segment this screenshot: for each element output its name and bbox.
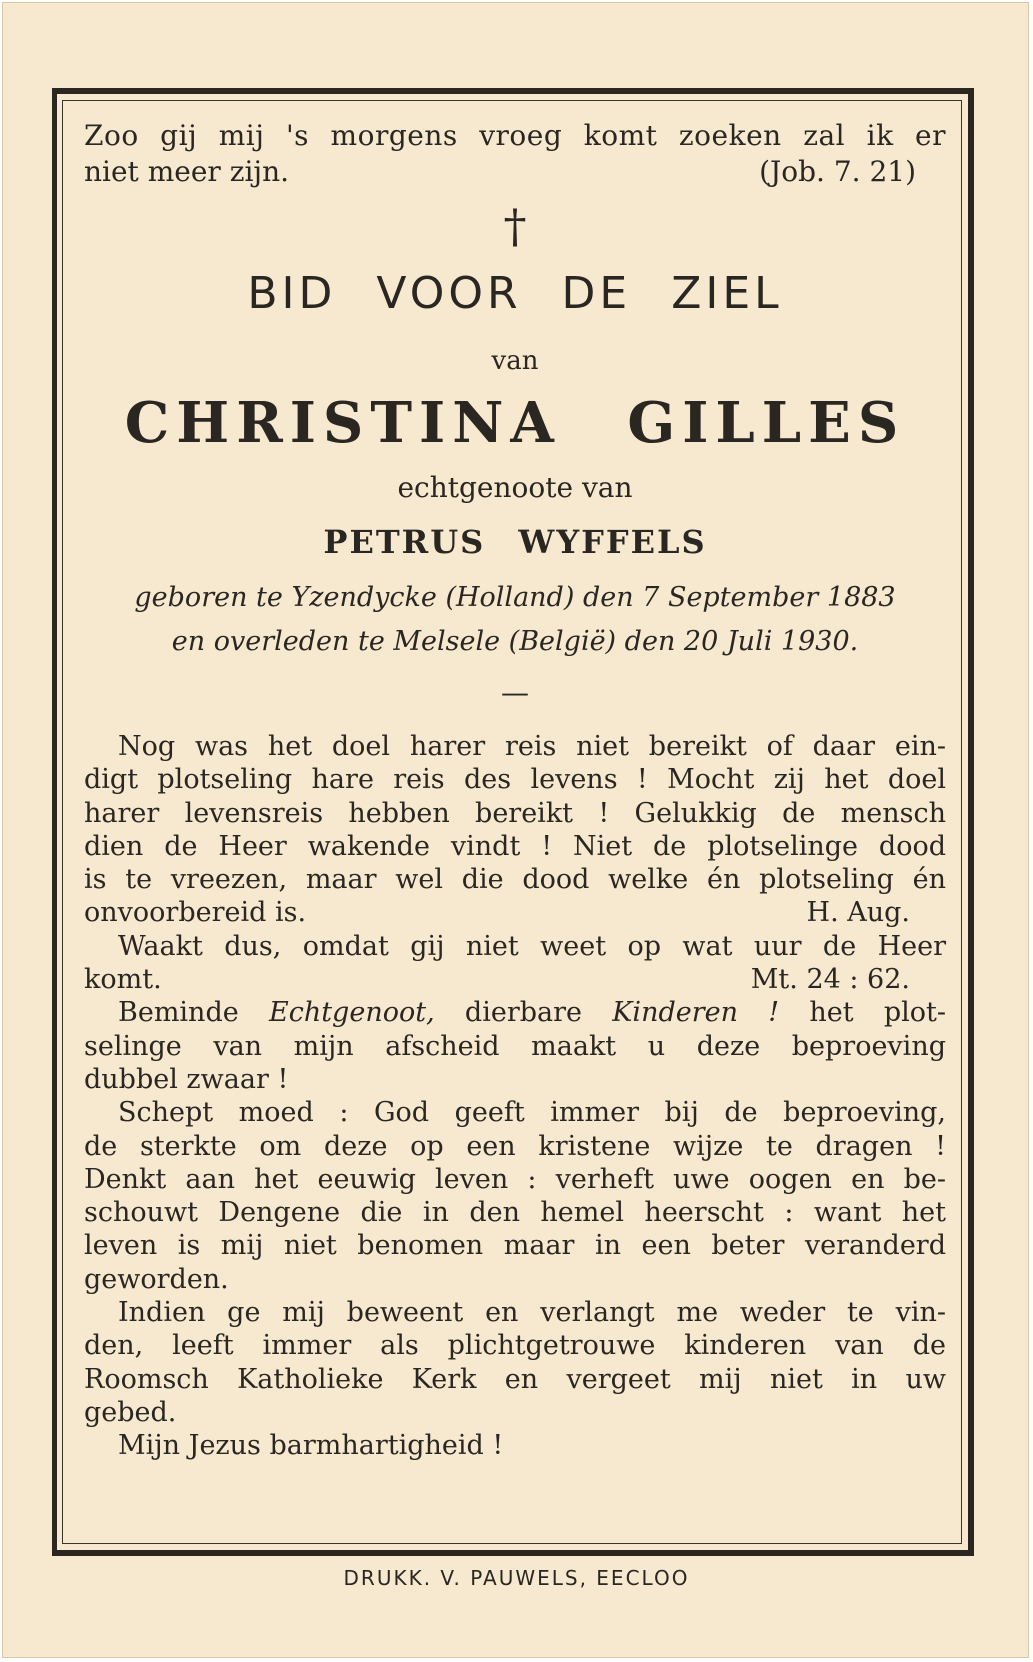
citation-ref: H. Aug. bbox=[806, 897, 910, 929]
text-line: harer levensreis hebben bereikt ! Gelukkig de mensch bbox=[84, 797, 946, 829]
text-line: is te vreezen, maar wel die dood welke én plotseling én bbox=[84, 864, 946, 896]
text-line: komt. bbox=[84, 964, 162, 996]
heading: BID VOOR DE ZIEL bbox=[247, 268, 783, 319]
text-fragment: het plot- bbox=[779, 997, 947, 1029]
text-line: Roomsch Katholieke Kerk en vergeet mij niet in uw bbox=[84, 1363, 946, 1395]
text-line: dien de Heer wakende vindt ! Niet de plotselinge dood bbox=[84, 830, 946, 862]
card-content bbox=[84, 118, 946, 1463]
spouse-name: PETRUS WYFFELS bbox=[323, 523, 707, 561]
motto-line-2 bbox=[84, 154, 946, 190]
text-line: Waakt dus, omdat gij niet weet op wat uur de Heer bbox=[118, 930, 946, 962]
italic-fragment: Echtgenoot, bbox=[268, 997, 435, 1029]
text-line: schouwt Dengene die in den hemel heerscht : want het bbox=[84, 1197, 946, 1229]
text-line: selinge van mijn afscheid maakt u deze beproeving bbox=[84, 1030, 946, 1062]
text-line: dubbel zwaar ! bbox=[84, 1063, 289, 1095]
text-line: de sterkte om deze op een kristene wijze te dragen ! bbox=[84, 1130, 946, 1162]
text-line: onvoorbereid is. bbox=[84, 897, 307, 929]
text-line: Nog was het doel harer reis niet bereikt of daar ein- bbox=[118, 731, 946, 762]
printer-imprint: DRUKK. V. PAUWELS, EECLOO bbox=[343, 1566, 690, 1590]
text-line: Mijn Jezus barmhartigheid ! bbox=[118, 1430, 504, 1462]
prayer-text bbox=[84, 730, 946, 1463]
text-line: leven is mij niet benomen maar in een beter veranderd bbox=[84, 1230, 946, 1262]
citation-ref: Mt. 24 : 62. bbox=[750, 964, 910, 996]
motto-reference: (Job. 7. 21) bbox=[759, 155, 916, 188]
birth-line: geboren te Yzendycke (Holland) den 7 September 1883 bbox=[134, 582, 896, 613]
text-line: Denkt aan het eeuwig leven : verheft uwe oogen en be- bbox=[84, 1163, 946, 1195]
text-line: den, leeft immer als plichtgetrouwe kinderen van de bbox=[84, 1330, 946, 1362]
text-line-with-ref bbox=[84, 963, 946, 996]
text-line-with-ref bbox=[84, 896, 946, 929]
text-line: Indien ge mij beweent en verlangt me weder te vin- bbox=[118, 1297, 946, 1329]
death-line: en overleden te Melsele (België) den 20 Juli 1930. bbox=[171, 626, 859, 657]
deceased-name: CHRISTINA GILLES bbox=[124, 390, 906, 456]
cross-icon: † bbox=[503, 199, 527, 253]
text-line: geworden. bbox=[84, 1263, 229, 1295]
italic-fragment: Kinderen ! bbox=[612, 997, 780, 1029]
text-line: Schept moed : God geeft immer bij de beproeving, bbox=[118, 1097, 946, 1129]
text-line bbox=[84, 996, 946, 1029]
motto-line-2-text: niet meer zijn. bbox=[84, 155, 290, 188]
text-fragment: Beminde bbox=[118, 997, 269, 1029]
van-label: van bbox=[491, 346, 539, 376]
text-line: digt plotseling hare reis des levens ! Mocht zij het doel bbox=[84, 764, 946, 796]
spouse-label: echtgenoote van bbox=[397, 471, 633, 504]
separator-dash: — bbox=[501, 676, 529, 709]
life-dates bbox=[84, 576, 946, 664]
motto-line-1: Zoo gij mij 's morgens vroeg komt zoeken zal ik er bbox=[84, 119, 946, 152]
text-fragment: dierbare bbox=[434, 997, 613, 1029]
text-line: gebed. bbox=[84, 1396, 177, 1428]
motto bbox=[84, 118, 946, 190]
